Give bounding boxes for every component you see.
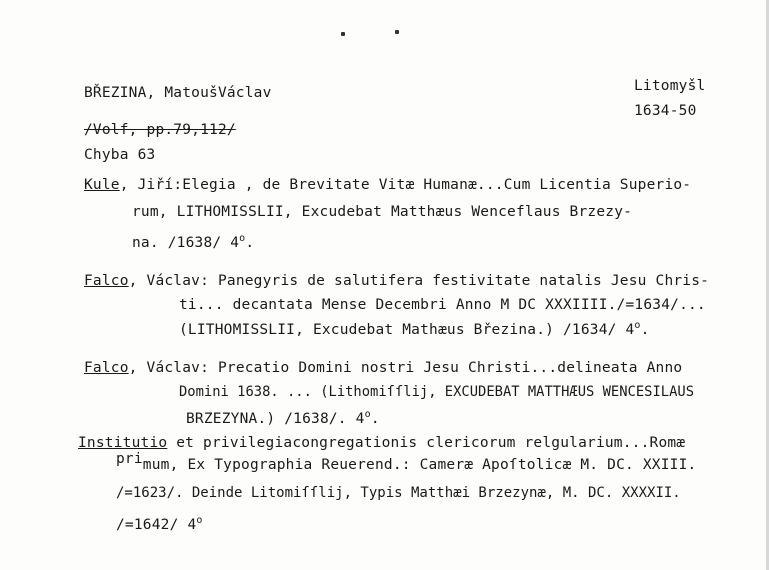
entry-2-author: Falco [84, 273, 129, 289]
entry-3-line-3: BRZEZYNA.) /1638/. 4$^o$. [186, 409, 380, 427]
entry-2-line-1 [84, 272, 709, 290]
entry-3-line-1 [84, 359, 682, 377]
entry-4-line-3: /=1623/. Deinde Litomiſſlij, Typis Matthæi Brzezynæ, M. DC. XXXXII. [116, 485, 681, 501]
entry-2-line-2: ti... decantata Mense Decembri Anno M DC XXXIIII./=1634/... [179, 297, 706, 313]
entry-4-line-1 [78, 434, 685, 452]
entry-4-line-4: /=1642/ 4$^o$ [116, 515, 203, 533]
entry-1-line-2: rum, LITHOMISSLII, Excudebat Matthæus Wenceflaus Brzezy- [132, 204, 633, 220]
entry-1-title: , Jiří:Elegia , de Brevitate Vitæ Humanæ...Cum Licentia Superio- [119, 177, 692, 193]
entry-3-line-2: Domini 1638. ... (Lithomiſſlij, EXCUDEBAT MATTHÆUS WENCESILAUS [179, 384, 694, 400]
entry-4-title: et privilegiacongregationis clericorum relgularium...Romæ [167, 435, 686, 451]
entry-2-title: , Václav: Panegyris de salutifera festivitate natalis Jesu Chris- [128, 273, 710, 289]
entry-4-line-2: primum, Ex Typographia Reuerend.: Cameræ Apoſtolicæ M. DC. XXIII. [116, 451, 697, 473]
card-years: 1634-50 [634, 103, 697, 119]
entry-1-line-3: na. /1638/ 4$^o$. [132, 233, 255, 251]
punch-mark [395, 30, 399, 34]
entry-1-line-1 [84, 176, 691, 194]
card-place: Litomyšl [634, 78, 706, 94]
entry-3-author: Falco [84, 360, 129, 376]
entry-4-title-start: Institutio [78, 435, 168, 451]
struck-reference: /Volf, pp.79,112/ [84, 122, 236, 138]
entry-1-author: Kule [84, 177, 120, 193]
entry-2-line-3: (LITHOMISSLII, Excudebat Mathæus Březina.) /1634/ 4$^o$. [179, 320, 650, 338]
entry-3-title: , Václav: Precatio Domini nostri Jesu Christi...delineata Anno [128, 360, 683, 376]
card-author: BŘEZINA, MatoušVáclav [84, 85, 272, 101]
reference: Chyba 63 [84, 147, 156, 163]
punch-mark [341, 32, 345, 36]
